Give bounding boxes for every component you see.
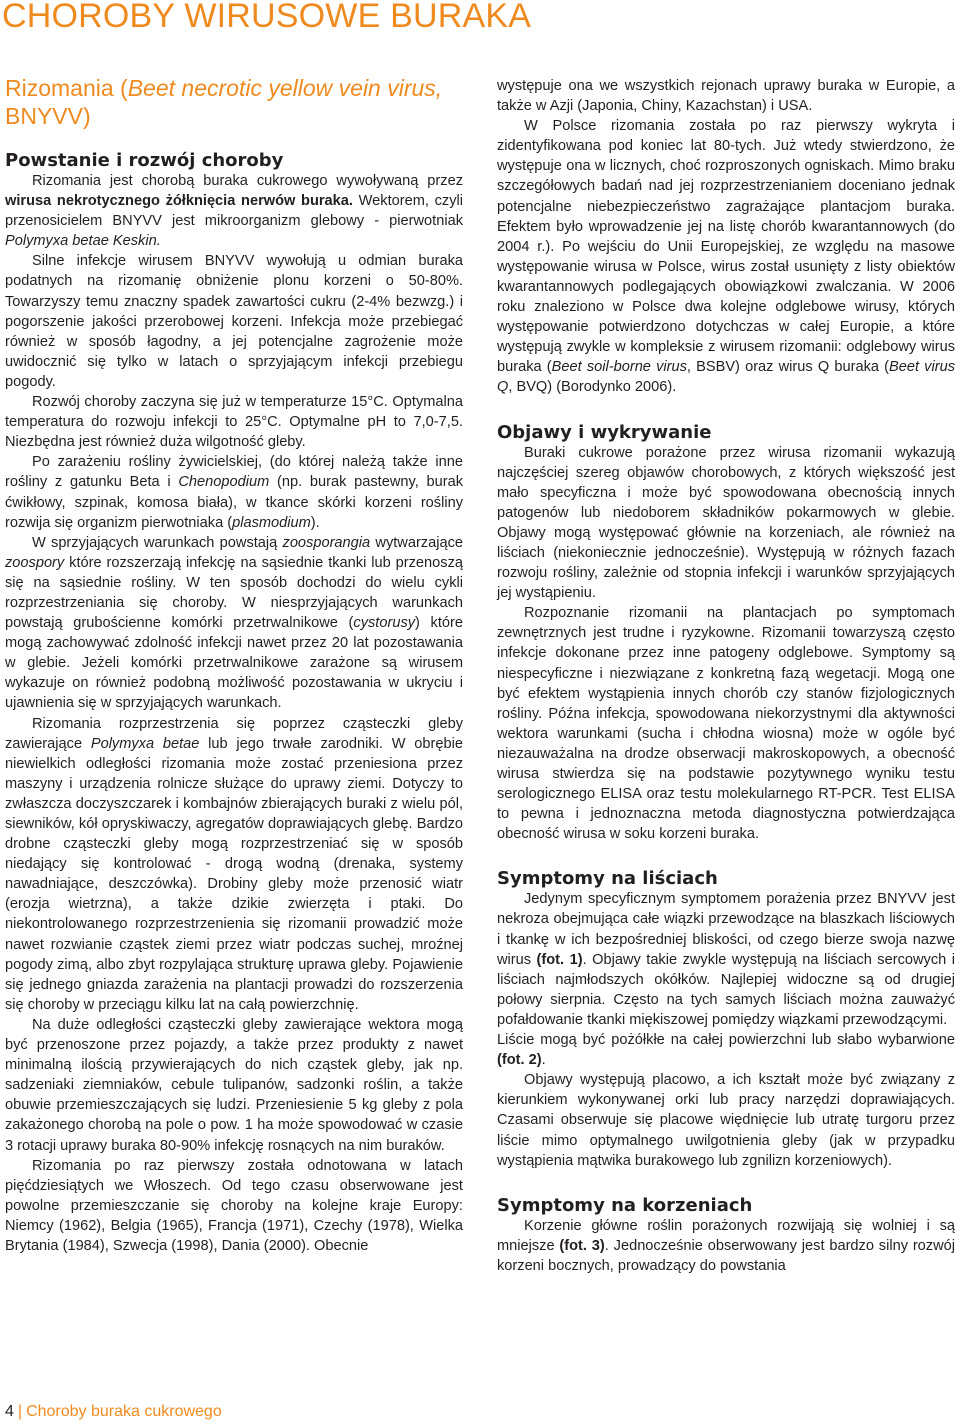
text: lub jego trwałe zarodniki. W obrębie niewielkich odległości rizomania może zostać przeniesiona przez maszyny i urządzenia rolnicze służące do uprawy ziemi. Dotyczy to zwłaszcza doczyszczarek i kombajnów zbierających buraki z wielu pól, siewników, kół opryskiwaczy, agregatów doprawiających glebę. Bardzo drobne cząsteczki gleby mogą rozprzestrzeniać się w sposób niedający się kontrolować - drogą wodną (drenaka, systemy nawadniające, deszczówka). Drobiny gleby może przenosić wiatr (erozja wietrzna), a także dzikie zwierzęta i ptaki. Do niekontrolowanego rozprzestrzenienia się rizomanii prowadzić może nawet rozwianie cząstek ziemi przez wiatr podczas suchej, mroźnej pogody zimą, albo zbyt rozpylająca strukturę uprawa gleby. Pojawienie się jednego gniazda zarażenia na plantacji prowadzi do rozszerzenia się choroby w przeciągu kilku lat na całą powierzchnię. (5, 735, 463, 1013)
section-title-part: Rizomania ( (5, 75, 128, 101)
right-text-block-2 (497, 443, 955, 845)
text: które rozszerzają infekcję na sąsiednie tkanki lub przenoszą się na sąsiednie rośliny. W ten sposób dochodzi do wielu cykli rozprzestrzeniania się choroby. W niesprzyjających warunkach powstają grubościenne komórki przetrwalnikowe ( (5, 554, 463, 632)
running-title: Choroby buraka cukrowego (26, 1403, 222, 1420)
text-italic: Chenopodium (178, 474, 270, 491)
text-italic: Beet virus Q (497, 359, 955, 396)
paragraph: Buraki cukrowe porażone przez wirusa rizomanii wykazują najczęściej szereg objawów chorobowych, z których większość jest mało specyficzna i może być spowodowana obecnością innych patogenów lub niedoborem składników pokarmowych w glebie. Objawy mogą występować głównie na korzeniach, ale również na liściach (niekoniecznie jednocześnie). Występują w różnych fazach rozwoju rośliny, zależnie od stopnia infekcji i warunków sprzyjających jej wystąpieniu. (497, 444, 955, 602)
heading-powstanie: Powstanie i rozwój choroby (5, 150, 284, 171)
text-bold: (fot. 1) (536, 951, 583, 968)
text: Rizomania jest chorobą buraka cukrowego wywoływaną przez (32, 173, 463, 189)
paragraph: Rozpoznanie rizomanii na plantacjach po symptomach zewnętrznych jest trudne i ryzykowne. Rizomanii towarzyszą często infekcje dokonane przez inne patogeny odglebowe. Symptomy są niespecyficzne i niezwiązane z konkretną fazą wegetacji. Mogą one być efektem wystąpienia innych chorób czy stanów fizjologicznych rośliny. Późna infekcja, spowodowana niekorzystnymi dla aktywności wektora warunkami (sucha i chłodna wiosna) może w ogóle być niezauważalna na drodze obserwacji makroskopowych, a obecność wirusa stwierdza się na podstawie pozytywnego wyniku testu serologicznego ELISA oraz testu molekularnego RT-PCR. Test ELISA to pewna i jednoznaczna metoda diagnostyczna potwierdzająca obecność wirusa w soku korzeni buraka. (497, 605, 955, 843)
text: , BSBV) oraz wirus Q buraka ( (686, 359, 889, 376)
paragraph: Silne infekcje wirusem BNYVV wywołują u odmian buraka podatnych na rizomanię obniżenie plonu korzeni o 50-80%. Towarzyszy temu znaczny spadek zawartości cukru (2-4% bezwzg.) i pogorszenie jakości przerobowej korzeni. Infekcja może przebiegać również w sposób łagodny, a jej potencjalne zagrożenie może uwidocznić się tylko w latach o sprzyjającym infekcji przebiegu pogody. (5, 253, 463, 390)
paragraph (497, 1216, 955, 1276)
heading-symptomy-liscie: Symptomy na liściach (497, 868, 718, 890)
left-text-block (5, 171, 463, 1256)
heading-objawy: Objawy i wykrywanie (497, 421, 712, 443)
right-text-block-1 (497, 76, 955, 398)
text: Wektorem, czyli przenosicielem BNYVV jest mikroorganizm glebowy - pierwotniak (5, 193, 463, 230)
text: ). (310, 514, 320, 531)
right-text-block-3 (497, 889, 955, 1170)
paragraph (497, 116, 955, 397)
text-italic: Polymyxa betae (90, 735, 200, 752)
paragraph: Rizomania po raz pierwszy została odnotowana w latach pięćdziesiątych we Włoszech. Od tego czasu obserwowane jest powolne przemieszczanie się choroby na kolejne kraje Europy: Niemcy (1962), Belgia (1965), Francja (1971), Czechy (1978), Wielka Brytania (1984), Szwecja (1998), Dania (2000). Obecnie (5, 1157, 463, 1254)
text-italic: Beet soil-borne virus (551, 359, 687, 376)
paragraph (497, 889, 955, 1030)
text-bold: wirusa nekrotycznego żółknięcia nerwów buraka. (5, 193, 353, 210)
heading-symptomy-korzenie: Symptomy na korzeniach (497, 1194, 753, 1216)
page-title: CHOROBY WIRUSOWE BURAKA (2, 0, 532, 35)
paragraph (5, 714, 463, 1015)
paragraph (5, 171, 463, 251)
paragraph: Objawy występują placowo, a ich kształt może być związany z kierunkiem wykonywanej orki lub pracy narzędzi doprawiających. Czasami obserwuje się placowe więdnięcie lub utratę turgoru przez liście mimo optymalnego uwilgotnienia gleby (jak w przypadku wystąpienia mątwika burakowego lub zgnilizn korzeniowych). (497, 1072, 955, 1169)
right-text-block-4 (497, 1216, 955, 1276)
paragraph (497, 1030, 955, 1070)
text: Jedynym specyficznym symptomem porażenia przez BNYVV jest nekroza obejmująca całe wiązki przewodzące na blaszkach liściowych i tkankę w ich bezpośredniej bliskości, od czego bierze swoja nazwę wirus (497, 891, 955, 968)
text: wytwarzające (370, 534, 463, 551)
paragraph (5, 533, 463, 714)
text-bold: (fot. 2) (497, 1052, 542, 1069)
text: ) które mogą zachowywać zdolność infekcji nawet przez 20 lat pozostawania w glebie. Jeżeli komórki przetrwalnikowe zarażone są wirusem wykazuje on również podobną możliwość pozostawania w ukryciu i ujawnienia się w sprzyjających warunkach. (5, 615, 463, 712)
section-title-virus-name: Beet necrotic yellow vein virus, (127, 75, 443, 101)
section-title-part: BNYVV) (5, 103, 91, 129)
footer-separator: | (17, 1403, 23, 1420)
page-number: 4 (5, 1403, 14, 1420)
text: Rizomania rozprzestrzenia się poprzez cząsteczki gleby zawierające (5, 715, 463, 752)
right-column (497, 76, 955, 1276)
paragraph: Na duże odległości cząsteczki gleby zawierające wektora mogą być przenoszone przez pojazdy, a także przez produkty z nawet minimalną ilością przywierających do nich cząstek gleby, jak np. sadzeniaki ziemniaków, cebule tulipanów, sadzonki roślin, a także obuwie przemieszczających się ludzi. Przeniesienie 5 kg gleby z pola zakażonego chorobą na pole o pow. 1 ha może spowodować w czasie 3 rotacji uprawy buraka 80-90% infekcję rosnących na nim buraków. (5, 1016, 463, 1154)
paragraph: Rozwój choroby zaczyna się już w temperaturze 15°C. Optymalna temperatura do rozwoju infekcji to 25°C. Optymalne pH to 7,0-7,5. Niezbędna jest również duża wilgotność gleby. (5, 394, 463, 451)
text: (np. burak pastewny, burak ćwikłowy, szpinak, komosa biała), w tkance skórki korzeni rośliny rozwija się organizm pierwotniaka ( (5, 474, 463, 531)
text: . Jednocześnie obserwowany jest bardzo silny rozwój korzeni bocznych, prowadzący do powstania (497, 1237, 955, 1274)
text: Liście mogą być pożółkłe na całej powierzchni lub słabo wybarwione (497, 1032, 955, 1049)
text: . (541, 1052, 546, 1069)
text-italic: Polymyxa betae Keskin. (5, 233, 161, 250)
text-italic: plasmodium (232, 514, 311, 531)
page-footer (5, 1403, 222, 1421)
text: , BVQ) (Borodynko 2006). (508, 379, 677, 396)
text: Po zarażeniu rośliny żywicielskiej, (do której należą także inne rośliny z gatunku Beta i (5, 454, 463, 491)
section-title-rizomania (5, 74, 463, 130)
text: W sprzyjających warunkach powstają (32, 534, 283, 551)
text: W Polsce rizomania została po raz pierwszy wykryta i zidentyfikowana pod koniec lat 80-tych. Już wtedy stwierdzono, że występuje ona w licznych, choć rozproszonych ogniskach. Mimo braku szczegółowych badań nad jej rozprzestrzenianiem doceniano jednak potencjalne niebezpieczeństwo zagrażające plantacjom buraka. Efektem było wprowadzenie jej na listę chorób kwarantannowych (do 2004 r.). Po wejściu do Unii Europejskiej, ze względu na masowe występowanie wirusa w Polsce, wirus został usunięty z listy obiektów kwarantannowych podlegających obowiązkowi zwalczania. W 2006 roku znaleziono w Polsce dwa kolejne odglebowe wirusy, których występowanie potwierdzono dotychczas w całej Europie, a które występują zwykle w kompleksie z wirusem rizomanii: odglebowy wirus buraka ( (497, 118, 955, 376)
left-column (5, 74, 463, 1256)
text: . Objawy takie zwykle występują na liściach sercowych i liściach najmłodszych okółków. Najlepiej widoczne są od drugiej połowy sierpnia. Często na tych samych liściach można zauważyć pofałdowanie tkanki miękiszowej pomiędzy wiązkami przewodzącymi. (497, 951, 955, 1028)
paragraph (5, 452, 463, 532)
text-bold: (fot. 3) (559, 1237, 605, 1254)
text: Korzenie główne roślin porażonych rozwijają się wolniej i są mniejsze (497, 1217, 955, 1254)
text-italic: cystorusy (353, 615, 416, 632)
text-italic: zoosporangia (282, 534, 371, 551)
text-italic: zoospory (5, 554, 65, 571)
paragraph: występuje ona we wszystkich rejonach uprawy buraka w Europie, a także w Azji (Japonia, Chiny, Kazachstan) i USA. (497, 78, 955, 115)
